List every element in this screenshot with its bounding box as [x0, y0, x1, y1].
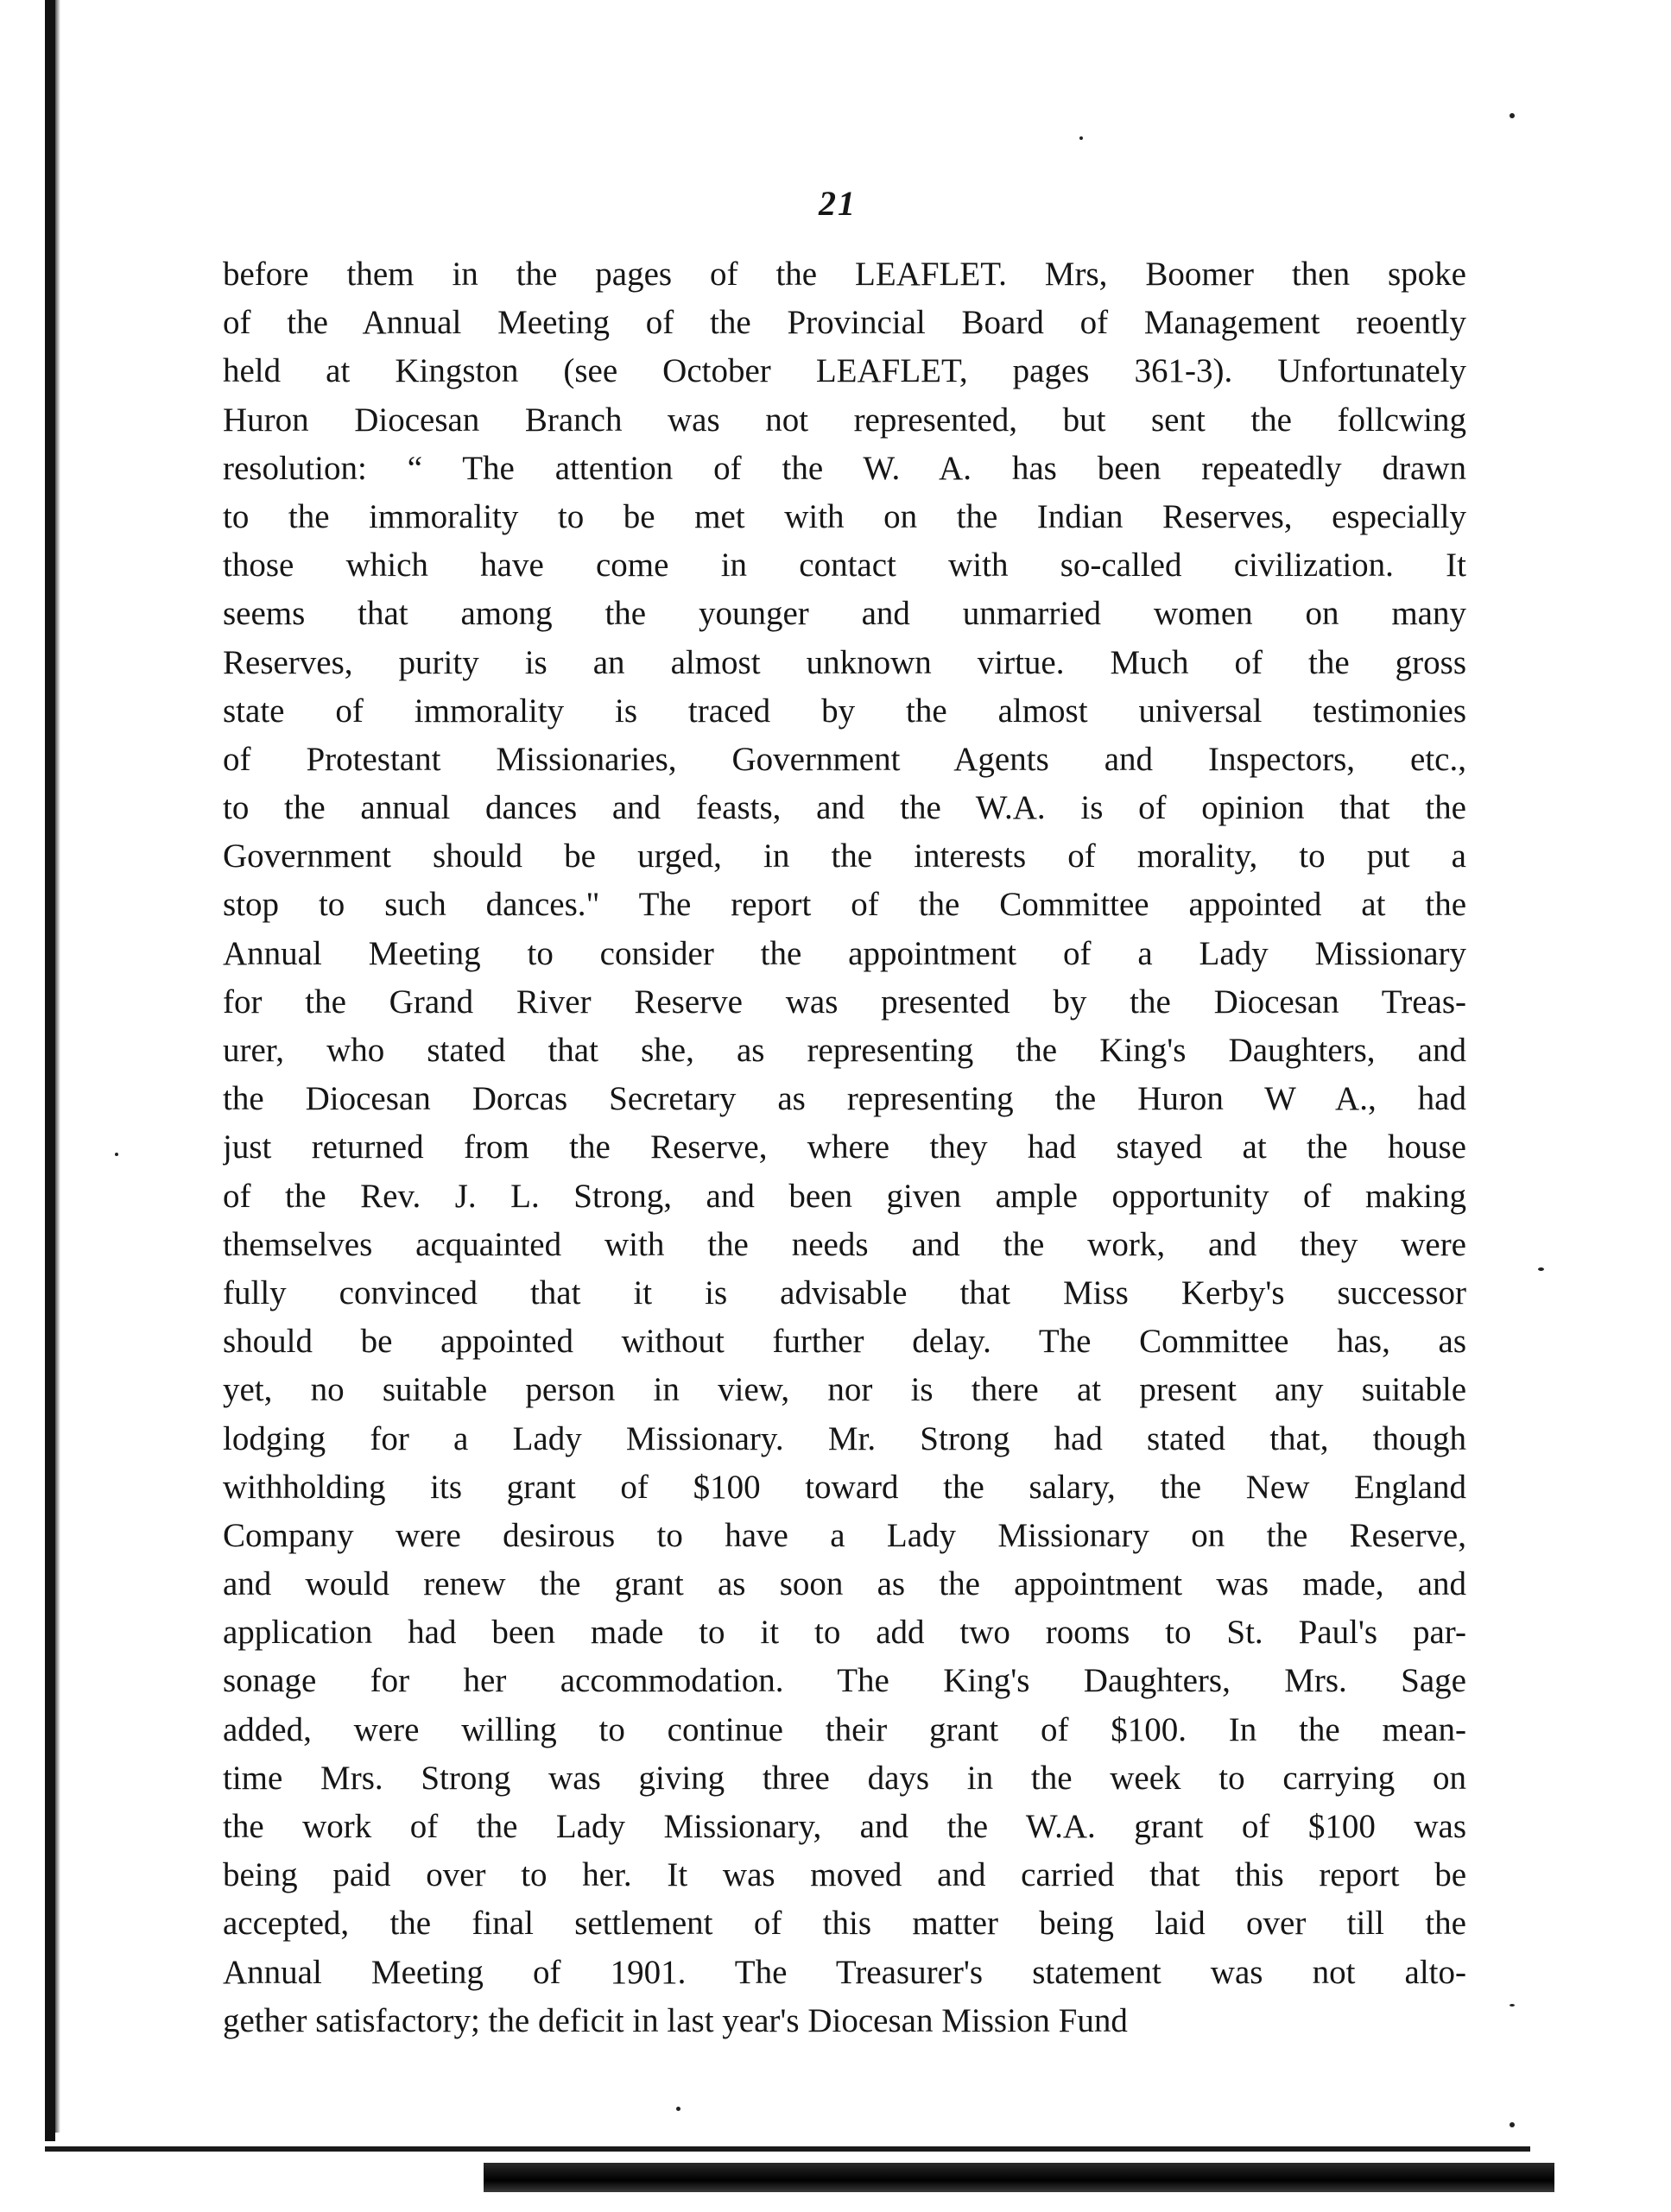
- text-line: yet, no suitable person in view, nor is there at present any suitable: [223, 1371, 1466, 1409]
- text-line: and would renew the grant as soon as the appointment was made, and: [223, 1565, 1466, 1603]
- text-line: added, were willing to continue their grant of $100. In the mean-: [223, 1710, 1466, 1748]
- text-line: state of immorality is traced by the almost universal testimonies: [223, 692, 1466, 730]
- text-line: before them in the pages of the LEAFLET. Mrs, Boomer then spoke: [223, 256, 1466, 293]
- text-line: stop to such dances." The report of the Committee appointed at the: [223, 886, 1466, 924]
- text-line: should be appointed without further delay. The Committee has, as: [223, 1323, 1466, 1361]
- text-line: Company were desirous to have a Lady Missionary on the Reserve,: [223, 1516, 1466, 1554]
- scan-speck: [676, 2107, 680, 2111]
- scan-edge-bar: [484, 2163, 1554, 2192]
- text-line: the work of the Lady Missionary, and the W.A. grant of $100 was: [223, 1808, 1466, 1845]
- bottom-rule: [45, 2146, 1530, 2152]
- text-line: to the annual dances and feasts, and the W.A. is of opinion that the: [223, 789, 1466, 827]
- scan-speck: [1079, 136, 1083, 140]
- body-text: [223, 250, 1466, 2045]
- text-line: those which have come in contact with so-called civilization. It: [223, 547, 1466, 585]
- text-line: application had been made to it to add two rooms to St. Paul's par-: [223, 1614, 1466, 1652]
- text-line: accepted, the final settlement of this matter being laid over till the: [223, 1905, 1466, 1943]
- text-line: sonage for her accommodation. The King's Daughters, Mrs. Sage: [223, 1662, 1466, 1700]
- binding-edge-shadow: [55, 0, 60, 2133]
- scan-speck: [115, 1153, 118, 1156]
- text-line: Annual Meeting of 1901. The Treasurer's statement was not alto-: [223, 1953, 1466, 1991]
- text-line: resolution: “ The attention of the W. A. has been repeatedly drawn: [223, 449, 1466, 487]
- text-line: fully convinced that it is advisable that Miss Kerby's successor: [223, 1273, 1466, 1311]
- scan-speck: [1510, 2004, 1515, 2007]
- text-line: time Mrs. Strong was giving three days in the week to carrying on: [223, 1759, 1466, 1797]
- text-line: being paid over to her. It was moved and carried that this report be: [223, 1856, 1466, 1894]
- scan-speck: [1510, 113, 1515, 118]
- scan-speck: [1538, 1267, 1544, 1271]
- text-line: for the Grand River Reserve was presented by the Diocesan Treas-: [223, 983, 1466, 1021]
- text-line: the Diocesan Dorcas Secretary as representing the Huron W A., had: [223, 1080, 1466, 1118]
- text-line: Government should be urged, in the interests of morality, to put a: [223, 837, 1466, 875]
- text-line: Annual Meeting to consider the appointment of a Lady Missionary: [223, 934, 1466, 972]
- text-line: to the immorality to be met with on the Indian Reserves, especially: [223, 497, 1466, 535]
- text-line: withholding its grant of $100 toward the salary, the New England: [223, 1468, 1466, 1506]
- binding-edge: [45, 0, 55, 2141]
- text-line: gether satisfactory; the deficit in last year's Diocesan Mission Fund: [223, 2001, 1128, 2039]
- text-line: of Protestant Missionaries, Government Agents and Inspectors, etc.,: [223, 740, 1466, 778]
- text-line: of the Annual Meeting of the Provincial Board of Management reoently: [223, 304, 1466, 342]
- text-line: themselves acquainted with the needs and the work, and they were: [223, 1225, 1466, 1263]
- text-line: Reserves, purity is an almost unknown virtue. Much of the gross: [223, 643, 1466, 681]
- text-line: held at Kingston (see October LEAFLET, pages 361-3). Unfortunately: [223, 352, 1466, 390]
- text-line: urer, who stated that she, as representing the King's Daughters, and: [223, 1032, 1466, 1069]
- text-line: seems that among the younger and unmarried women on many: [223, 595, 1466, 633]
- page-number: 21: [819, 184, 857, 223]
- text-line: Huron Diocesan Branch was not represented, but sent the follcwing: [223, 401, 1466, 439]
- scan-speck: [1510, 2122, 1515, 2127]
- text-line: lodging for a Lady Missionary. Mr. Strong had stated that, though: [223, 1419, 1466, 1457]
- text-line: just returned from the Reserve, where they had stayed at the house: [223, 1128, 1466, 1166]
- text-line: of the Rev. J. L. Strong, and been given ample opportunity of making: [223, 1177, 1466, 1215]
